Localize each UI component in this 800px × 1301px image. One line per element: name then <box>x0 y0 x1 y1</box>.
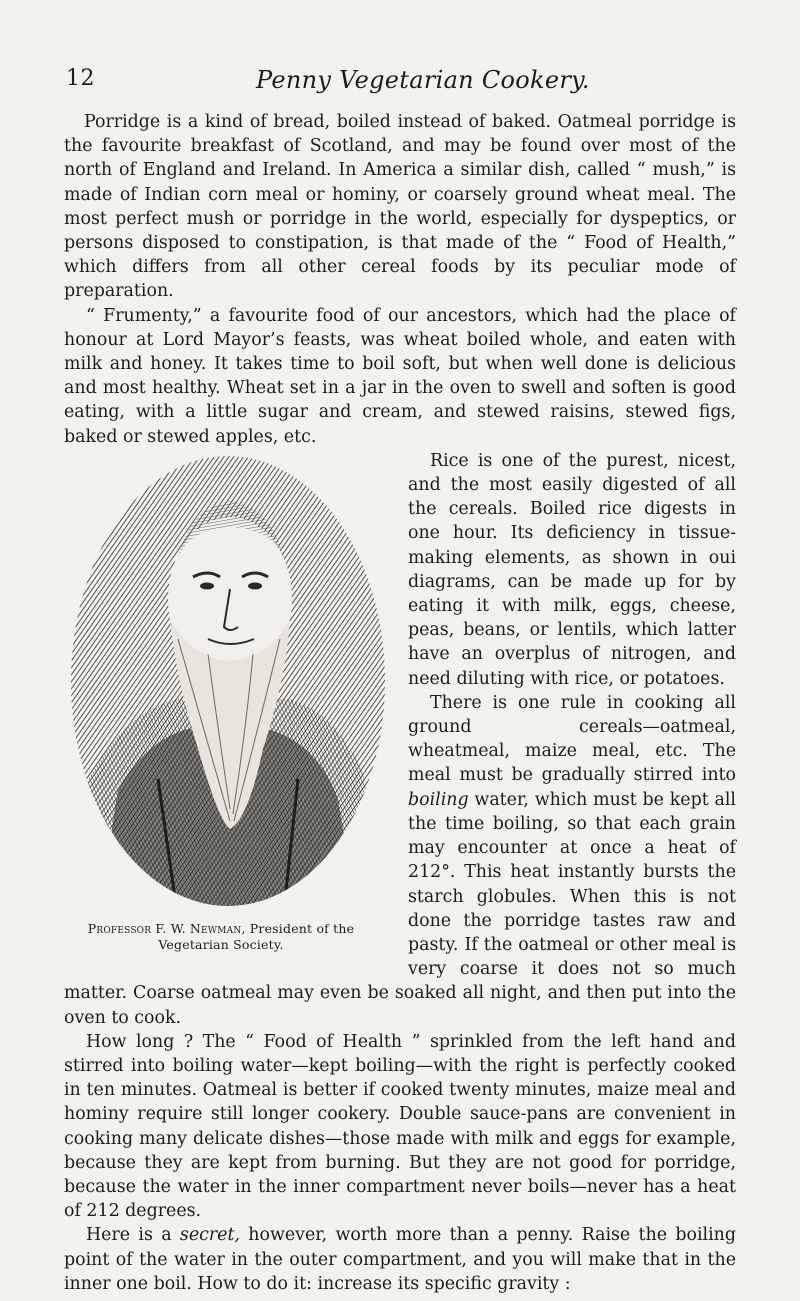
portrait-engraving <box>58 449 388 919</box>
caption-name: Professor F. W. Newman, <box>87 920 246 936</box>
running-title: Penny Vegetarian Cookery. <box>256 66 590 94</box>
paragraph-frumenty: “ Frumenty,” a favourite food of our ancestors, which had the place of honour at Lord Mayor’s feasts, was wheat boiled whole, and eaten with milk and honey. It takes time to boil soft, but when well done is delicious and most healthy. Wheat set in a jar in the oven to swell and soften is good eating, with a little sugar and cream, and stewed raisins, stewed figs, baked or stewed apples, etc. <box>64 305 736 447</box>
secret-part-1: Here is a <box>86 1225 180 1246</box>
page-number: 12 <box>66 66 95 91</box>
body-text <box>64 110 736 1296</box>
cooking-rule-part-2: water, which must be kept all the time boiling, so that each grain may encounter at once a heat of 212°. This heat instantly bursts the starch globules. When this is not done the porridge tastes raw and pasty. If the oatmeal or other meal is very coarse it does not so much matter. Coarse oatmeal may even be soaked all night, and then put into the oven to cook. <box>64 789 736 1028</box>
paragraph-porridge: Porridge is a kind of bread, boiled instead of baked. Oatmeal porridge is the favourite breakfast of Scotland, and may be found over most of the north of England and Ireland. In America a similar dish, called “ mush,” is made of Indian corn meal or hominy, or coarsely ground wheat meal. The most perfect mush or porridge in the world, especially for dyspeptics, or persons disposed to constipation, is that made of the “ Food of Health,” which differs from all other cereal foods by its peculiar mode of preparation. <box>64 112 736 302</box>
caption-rest: President of the Vegetarian Society. <box>158 920 355 952</box>
cooking-rule-emphasis: boiling <box>408 789 469 810</box>
paragraph-secret <box>64 1223 736 1296</box>
secret-part-2: however, worth more than a penny. Raise the boiling point of the water in the outer compartment, and you will make that in the inner one boil. How to do it: increase its specific gravity : <box>64 1225 736 1294</box>
page-header <box>66 66 734 100</box>
paragraph-how-long: How long ? The “ Food of Health ” sprinkled from the left hand and stirred into boiling water—kept boiling—with the right is perfectly cooked in ten minutes. Oatmeal is better if cooked twenty minutes, maize meal and hominy require still longer cookery. Double sauce-pans are convenient in cooking many delicate dishes—those made with milk and eggs for example, because they are kept from burning. But they are not good for porridge, because the water in the inner compartment never boils—never has a heat of 212 degrees. <box>64 1031 736 1222</box>
portrait-figure <box>58 449 388 969</box>
secret-emphasis: secret, <box>179 1225 240 1246</box>
cooking-rule-part-1: There is one rule in cooking all ground cereals—oatmeal, wheatmeal, maize meal, etc. The meal must be gradually stirred into <box>408 692 736 786</box>
portrait-caption <box>58 921 388 953</box>
paragraph-rice: Rice is one of the purest, nicest, and the most easily digested of all the cereals. Boiled rice digests in one hour. Its deficiency in tissue-making elements, as shown in oui diagrams, can be made up for by eating it with milk, eggs, cheese, peas, beans, or lentils, which latter have an overplus of nitrogen, and need diluting with rice, or potatoes. <box>408 450 736 689</box>
